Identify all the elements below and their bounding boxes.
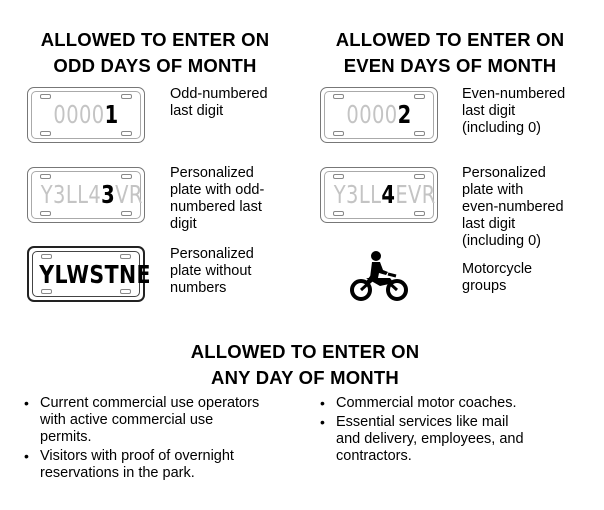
odd-heading-line-2: ODD DAYS OF MONTH [53,55,257,76]
list-item: • Commercial motor coaches. [320,395,517,411]
odd-days-heading [10,27,300,79]
plate-odd-digit [27,87,145,143]
any-heading-line-1: ALLOWED TO ENTER ON [190,341,420,362]
plate-even-personalized-text: Y3LL4EVR [333,180,436,209]
any-day-heading [150,339,460,391]
plate-odd-personalized-text: Y3LL43VR [40,180,143,209]
list-item: • Visitors with proof of overnight reservations in the park. [24,448,234,481]
list-item: • Essential services like mail and delivery, employees, and contractors. [320,414,524,464]
desc-no-numbers: Personalized plate without numbers [170,246,254,296]
odd-heading-line-1: ALLOWED TO ENTER ON [40,29,270,50]
desc-motorcycle: Motorcycle groups [462,261,533,294]
plate-no-numbers [27,246,151,302]
even-heading-line-2: EVEN DAYS OF MONTH [343,55,557,76]
plate-odd-digit-text: 00001 [53,100,119,129]
list-item: • Current commercial use operators with active commercial use permits. [24,395,260,445]
plate-even-personalized [320,167,438,223]
plate-odd-personalized [27,167,145,223]
any-day-left-list [22,395,312,484]
desc-odd-digit: Odd-numbered last digit [170,86,268,119]
even-heading-line-1: ALLOWED TO ENTER ON [335,29,565,50]
desc-even-digit: Even-numbered last digit (including 0) [462,86,566,136]
any-heading-line-2: ANY DAY OF MONTH [211,367,399,388]
plate-even-digit-text: 00002 [346,100,412,129]
plate-even-digit [320,87,438,143]
plate-no-numbers-text: YLWSTNE [39,260,151,289]
desc-odd-personalized: Personalized plate with odd- numbered last digit [170,165,265,232]
desc-even-personalized: Personalized plate with even-numbered last digit (including 0) [462,165,564,249]
even-days-heading [305,27,595,79]
any-day-right-list [318,395,598,467]
motorcycle-icon [350,250,408,302]
